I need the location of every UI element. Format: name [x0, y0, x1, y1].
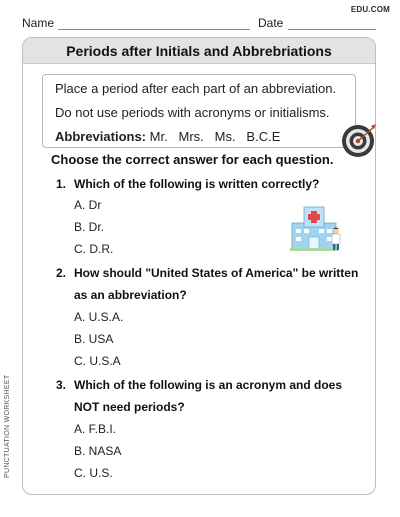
question-1-option-a: A. Dr [74, 198, 102, 212]
question-1-option-c: C. D.R. [74, 242, 114, 256]
worksheet-category-label: PUNCTUATION WORKSHEET [4, 374, 11, 478]
question-3-text-line-2: NOT need periods? [74, 400, 185, 414]
date-label: Date [258, 16, 284, 30]
question-2-option-a: A. U.S.A. [74, 310, 124, 324]
worksheet-title: Periods after Initials and Abbrebriations [23, 38, 375, 64]
name-line [58, 29, 250, 30]
question-2-text-line-2: as an abbreviation? [74, 288, 187, 302]
question-1-number: 1. [56, 177, 67, 191]
question-2-number: 2. [56, 266, 67, 280]
question-3-option-b: B. NASA [74, 444, 122, 458]
question-1-option-b: B. Dr. [74, 220, 105, 234]
question-2-text-line-1: How should "United States of America" be written [74, 266, 359, 280]
abbreviations-label: Abbreviations: [55, 129, 147, 144]
brand-logo: EDU.COM [350, 5, 390, 14]
question-2-option-c: C. U.S.A [74, 354, 121, 368]
question-3-option-c: C. U.S. [74, 466, 113, 480]
date-line [288, 29, 376, 30]
question-3-number: 3. [56, 378, 67, 392]
name-label: Name [22, 16, 55, 30]
instruction-text: Choose the correct answer for each question. [51, 152, 334, 167]
question-3-text-line-1: Which of the following is an acronym and does [74, 378, 343, 392]
question-1-text: Which of the following is written correctly? [74, 177, 320, 191]
rule-line-1: Place a period after each part of an abbreviation. [55, 81, 337, 96]
question-2-option-b: B. USA [74, 332, 114, 346]
question-3-option-a: A. F.B.I. [74, 422, 117, 436]
rule-line-3 [55, 129, 280, 144]
abbreviations-examples: Mr. Mrs. Ms. B.C.E [149, 129, 281, 144]
rules-box [42, 74, 356, 148]
target-icon [340, 123, 376, 159]
hospital-doctor-illustration [290, 203, 346, 253]
rule-line-2: Do not use periods with acronyms or initialisms. [55, 105, 330, 120]
